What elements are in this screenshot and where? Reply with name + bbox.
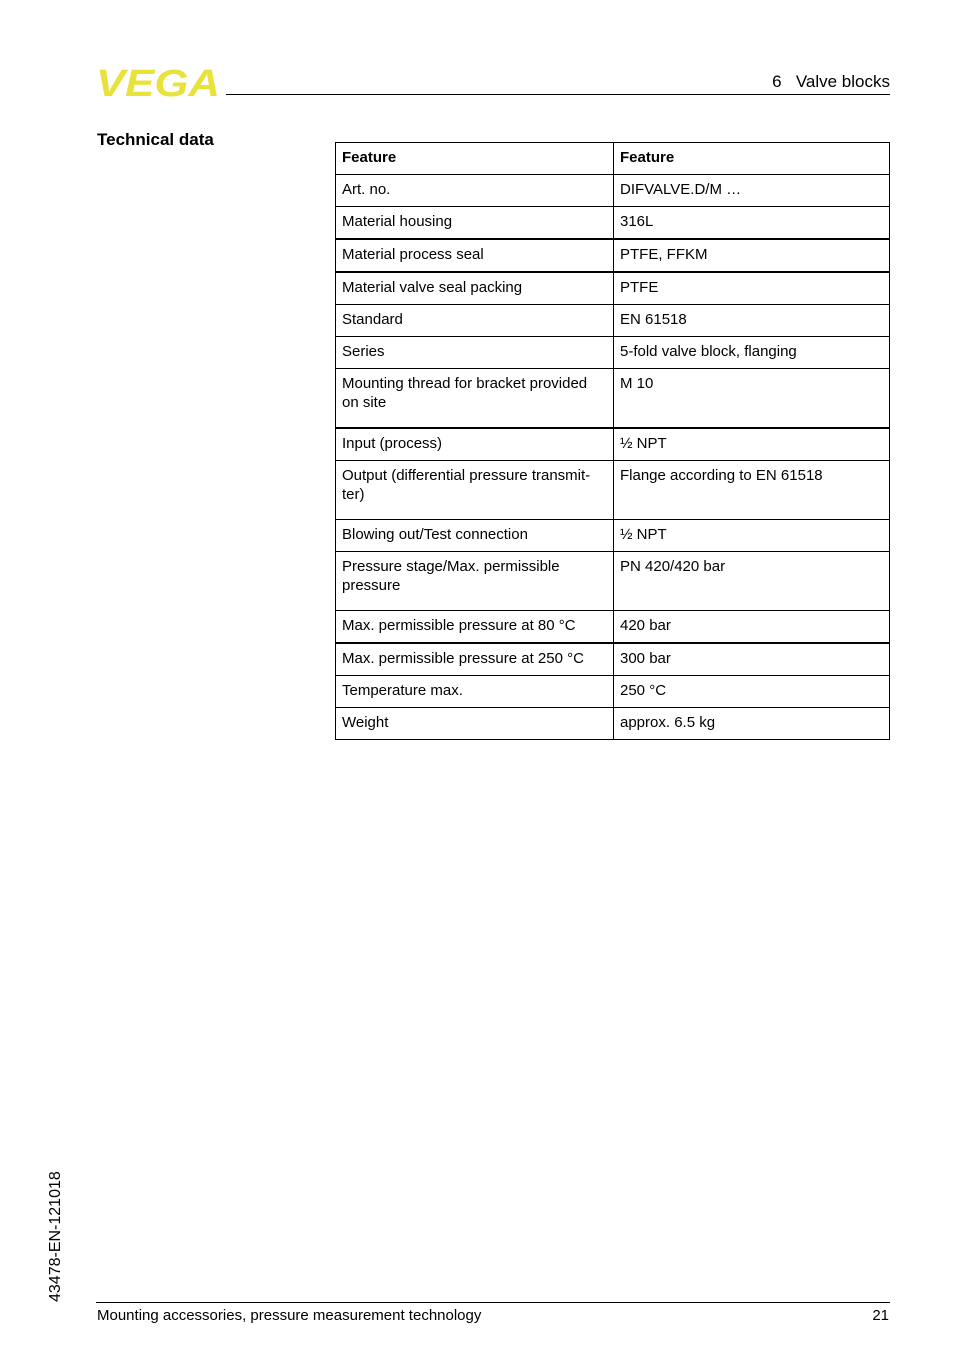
table-row xyxy=(336,708,890,740)
feature-cell: Standard xyxy=(336,305,614,337)
table-row xyxy=(336,611,890,644)
table-row xyxy=(336,643,890,676)
feature-cell: Output (differential pressure transmit-ter) xyxy=(336,461,614,520)
table-row xyxy=(336,239,890,272)
value-cell: ½ NPT xyxy=(614,428,890,461)
feature-cell: Series xyxy=(336,337,614,369)
value-cell: PTFE, FFKM xyxy=(614,239,890,272)
vega-logo xyxy=(96,66,220,98)
table-header-row xyxy=(336,143,890,175)
feature-cell: Mounting thread for bracket provided on site xyxy=(336,369,614,429)
value-cell: PN 420/420 bar xyxy=(614,552,890,611)
section-reference xyxy=(772,72,890,92)
footer-rule xyxy=(96,1302,890,1303)
section-title: Valve blocks xyxy=(795,72,890,91)
column-header-feature: Feature xyxy=(336,143,614,175)
table-row xyxy=(336,272,890,305)
feature-cell: Material process seal xyxy=(336,239,614,272)
feature-cell: Weight xyxy=(336,708,614,740)
value-cell: Flange according to EN 61518 xyxy=(614,461,890,520)
value-cell: 250 °C xyxy=(614,676,890,708)
technical-data-table xyxy=(335,142,890,740)
table-row xyxy=(336,428,890,461)
table-row xyxy=(336,552,890,611)
value-cell: DIFVALVE.D/M … xyxy=(614,175,890,207)
table-row xyxy=(336,520,890,552)
table-row xyxy=(336,337,890,369)
table-row xyxy=(336,175,890,207)
value-cell: 316L xyxy=(614,207,890,240)
value-cell: 5-fold valve block, flanging xyxy=(614,337,890,369)
value-cell: PTFE xyxy=(614,272,890,305)
value-cell: 300 bar xyxy=(614,643,890,676)
feature-cell: Material valve seal packing xyxy=(336,272,614,305)
value-cell: 420 bar xyxy=(614,611,890,644)
feature-cell: Material housing xyxy=(336,207,614,240)
document-id: 43478-EN-121018 xyxy=(47,1171,64,1302)
feature-cell: Max. permissible pressure at 250 °C xyxy=(336,643,614,676)
feature-cell: Input (process) xyxy=(336,428,614,461)
feature-cell: Max. permissible pressure at 80 °C xyxy=(336,611,614,644)
feature-cell: Art. no. xyxy=(336,175,614,207)
section-heading: Technical data xyxy=(97,130,214,149)
footer-title: Mounting accessories, pressure measurement technology xyxy=(97,1307,482,1324)
table-row xyxy=(336,305,890,337)
feature-cell: Blowing out/Test connection xyxy=(336,520,614,552)
value-cell: EN 61518 xyxy=(614,305,890,337)
table-row xyxy=(336,676,890,708)
column-header-value: Feature xyxy=(614,143,890,175)
feature-cell: Temperature max. xyxy=(336,676,614,708)
feature-cell: Pressure stage/Max. permissible pressure xyxy=(336,552,614,611)
page-number: 21 xyxy=(872,1307,889,1324)
value-cell: M 10 xyxy=(614,369,890,429)
svg-text:VEGA: VEGA xyxy=(96,66,220,98)
value-cell: approx. 6.5 kg xyxy=(614,708,890,740)
value-cell: ½ NPT xyxy=(614,520,890,552)
table-row xyxy=(336,461,890,520)
table-row xyxy=(336,369,890,429)
section-number: 6 xyxy=(772,72,782,91)
header-rule xyxy=(226,94,890,95)
table-row xyxy=(336,207,890,240)
